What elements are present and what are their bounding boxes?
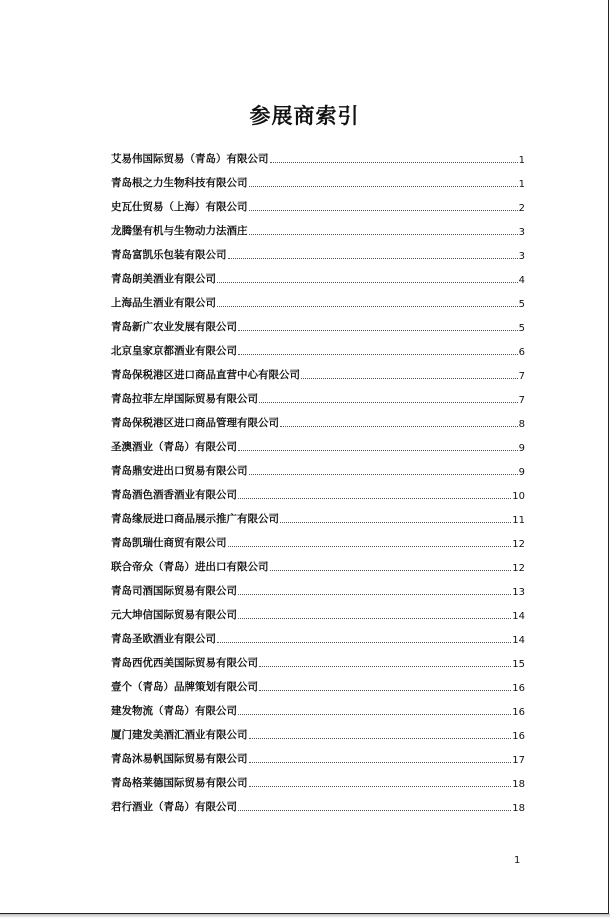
toc-entry-name: 青岛沐易帆国际贸易有限公司 bbox=[111, 753, 248, 765]
toc-entry[interactable] bbox=[111, 766, 525, 790]
toc-entry-name: 圣澳酒业（青岛）有限公司 bbox=[111, 441, 237, 453]
toc-entry-page: 6 bbox=[518, 347, 525, 358]
toc-dot-leader bbox=[217, 306, 518, 307]
toc-entry-page: 12 bbox=[512, 563, 525, 574]
toc-entry-name: 青岛鼎安进出口贸易有限公司 bbox=[111, 465, 248, 477]
toc-entry-page: 9 bbox=[518, 443, 525, 454]
toc-entry-page: 5 bbox=[518, 323, 525, 334]
toc-dot-leader bbox=[259, 690, 511, 691]
toc-entry[interactable] bbox=[111, 622, 525, 646]
toc-entry-page: 2 bbox=[518, 203, 525, 214]
toc-entry[interactable] bbox=[111, 550, 525, 574]
toc-entry-page: 3 bbox=[518, 227, 525, 238]
page-number: 1 bbox=[514, 855, 521, 866]
toc-entry-name: 青岛根之力生物科技有限公司 bbox=[111, 177, 248, 189]
toc-entry[interactable] bbox=[111, 718, 525, 742]
toc-entry-page: 8 bbox=[518, 419, 525, 430]
toc-entry-page: 11 bbox=[512, 515, 525, 526]
toc-entry-page: 14 bbox=[512, 635, 525, 646]
toc-entry[interactable] bbox=[111, 694, 525, 718]
toc-entry[interactable] bbox=[111, 334, 525, 358]
toc-entry-name: 青岛缘辰进口商品展示推广有限公司 bbox=[111, 513, 279, 525]
toc-entry-name: 龙腾堡有机与生物动力法酒庄 bbox=[111, 225, 248, 237]
toc-entry[interactable] bbox=[111, 214, 525, 238]
toc-entry-name: 上海品生酒业有限公司 bbox=[111, 297, 216, 309]
toc-entry-name: 史瓦仕贸易（上海）有限公司 bbox=[111, 201, 248, 213]
toc-dot-leader bbox=[217, 642, 511, 643]
toc-entry-page: 13 bbox=[512, 587, 525, 598]
toc-entry[interactable] bbox=[111, 142, 525, 166]
toc-dot-leader bbox=[270, 162, 518, 163]
toc-entry[interactable] bbox=[111, 454, 525, 478]
toc-dot-leader bbox=[238, 618, 511, 619]
page-title: 参展商索引 bbox=[249, 104, 360, 128]
toc-entry[interactable] bbox=[111, 790, 525, 814]
toc-entry-name: 青岛拉菲左岸国际贸易有限公司 bbox=[111, 393, 258, 405]
toc-entry[interactable] bbox=[111, 262, 525, 286]
toc-entry-name: 青岛新广农业发展有限公司 bbox=[111, 321, 237, 333]
toc-entry[interactable] bbox=[111, 526, 525, 550]
toc-entry-page: 3 bbox=[518, 251, 525, 262]
toc-dot-leader bbox=[249, 474, 518, 475]
toc-dot-leader bbox=[249, 738, 512, 739]
toc-entry[interactable] bbox=[111, 190, 525, 214]
toc-dot-leader bbox=[238, 810, 511, 811]
toc-entry-name: 北京皇家京都酒业有限公司 bbox=[111, 345, 237, 357]
toc-entry[interactable] bbox=[111, 358, 525, 382]
toc-entry-name: 艾易伟国际贸易（青岛）有限公司 bbox=[111, 153, 269, 165]
toc-entry-name: 厦门建发美酒汇酒业有限公司 bbox=[111, 729, 248, 741]
toc-entry[interactable] bbox=[111, 646, 525, 670]
toc-entry-page: 7 bbox=[518, 395, 525, 406]
toc-entry[interactable] bbox=[111, 670, 525, 694]
toc-entry-page: 17 bbox=[512, 755, 525, 766]
toc-entry-page: 12 bbox=[512, 539, 525, 550]
toc-entry-name: 联合帝众（青岛）进出口有限公司 bbox=[111, 561, 269, 573]
toc-entry[interactable] bbox=[111, 598, 525, 622]
toc-entry[interactable] bbox=[111, 382, 525, 406]
toc-entry-name: 青岛圣欧酒业有限公司 bbox=[111, 633, 216, 645]
toc-entry-name: 青岛司酒国际贸易有限公司 bbox=[111, 585, 237, 597]
page-shadow bbox=[0, 914, 610, 918]
toc-entry-name: 君行酒业（青岛）有限公司 bbox=[111, 801, 237, 813]
toc-dot-leader bbox=[238, 450, 518, 451]
toc-entry[interactable] bbox=[111, 574, 525, 598]
toc-entry-name: 元大坤信国际贸易有限公司 bbox=[111, 609, 237, 621]
toc-entry-page: 5 bbox=[518, 299, 525, 310]
toc-entry-name: 青岛西优西美国际贸易有限公司 bbox=[111, 657, 258, 669]
toc-dot-leader bbox=[249, 234, 518, 235]
toc-dot-leader bbox=[238, 498, 511, 499]
toc-entry-page: 9 bbox=[518, 467, 525, 478]
toc-entry-name: 青岛酒色酒香酒业有限公司 bbox=[111, 489, 237, 501]
toc-dot-leader bbox=[249, 762, 512, 763]
toc-dot-leader bbox=[217, 282, 518, 283]
toc-entry-page: 16 bbox=[512, 683, 525, 694]
toc-dot-leader bbox=[238, 594, 511, 595]
toc-entry[interactable] bbox=[111, 166, 525, 190]
toc-entry-name: 建发物流（青岛）有限公司 bbox=[111, 705, 237, 717]
toc-entry-page: 10 bbox=[512, 491, 525, 502]
toc-dot-leader bbox=[249, 210, 518, 211]
toc-entry-page: 14 bbox=[512, 611, 525, 622]
toc-entry-page: 16 bbox=[512, 731, 525, 742]
toc-entry[interactable] bbox=[111, 286, 525, 310]
toc-dot-leader bbox=[228, 258, 518, 259]
toc-entry-page: 1 bbox=[518, 179, 525, 190]
toc-dot-leader bbox=[238, 714, 511, 715]
toc-entry-name: 青岛富凯乐包装有限公司 bbox=[111, 249, 227, 261]
toc-entry[interactable] bbox=[111, 742, 525, 766]
toc-dot-leader bbox=[238, 330, 518, 331]
toc-entry-name: 壹个（青岛）品牌策划有限公司 bbox=[111, 681, 258, 693]
toc-entry[interactable] bbox=[111, 502, 525, 526]
toc-entry-page: 16 bbox=[512, 707, 525, 718]
toc-entry[interactable] bbox=[111, 238, 525, 262]
toc-dot-leader bbox=[238, 354, 518, 355]
toc-entry[interactable] bbox=[111, 406, 525, 430]
toc-entry-page: 4 bbox=[518, 275, 525, 286]
toc-entry[interactable] bbox=[111, 310, 525, 334]
toc-dot-leader bbox=[280, 522, 511, 523]
toc-entry-page: 7 bbox=[518, 371, 525, 382]
toc-dot-leader bbox=[301, 378, 518, 379]
toc-entry[interactable] bbox=[111, 478, 525, 502]
toc-entry-name: 青岛保税港区进口商品管理有限公司 bbox=[111, 417, 279, 429]
toc-entry-name: 青岛朗美酒业有限公司 bbox=[111, 273, 216, 285]
toc-entry-name: 青岛凯瑞仕商贸有限公司 bbox=[111, 537, 227, 549]
toc-dot-leader bbox=[270, 570, 512, 571]
toc-entry-name: 青岛格莱德国际贸易有限公司 bbox=[111, 777, 248, 789]
toc-dot-leader bbox=[280, 426, 518, 427]
exhibitor-index-list bbox=[111, 142, 525, 814]
toc-entry-page: 15 bbox=[512, 659, 525, 670]
toc-dot-leader bbox=[249, 186, 518, 187]
toc-entry-page: 18 bbox=[512, 779, 525, 790]
toc-dot-leader bbox=[249, 786, 512, 787]
toc-entry[interactable] bbox=[111, 430, 525, 454]
toc-entry-page: 18 bbox=[512, 803, 525, 814]
toc-entry-name: 青岛保税港区进口商品直营中心有限公司 bbox=[111, 369, 300, 381]
toc-dot-leader bbox=[259, 402, 518, 403]
toc-dot-leader bbox=[259, 666, 511, 667]
toc-entry-page: 1 bbox=[518, 155, 525, 166]
toc-dot-leader bbox=[228, 546, 512, 547]
